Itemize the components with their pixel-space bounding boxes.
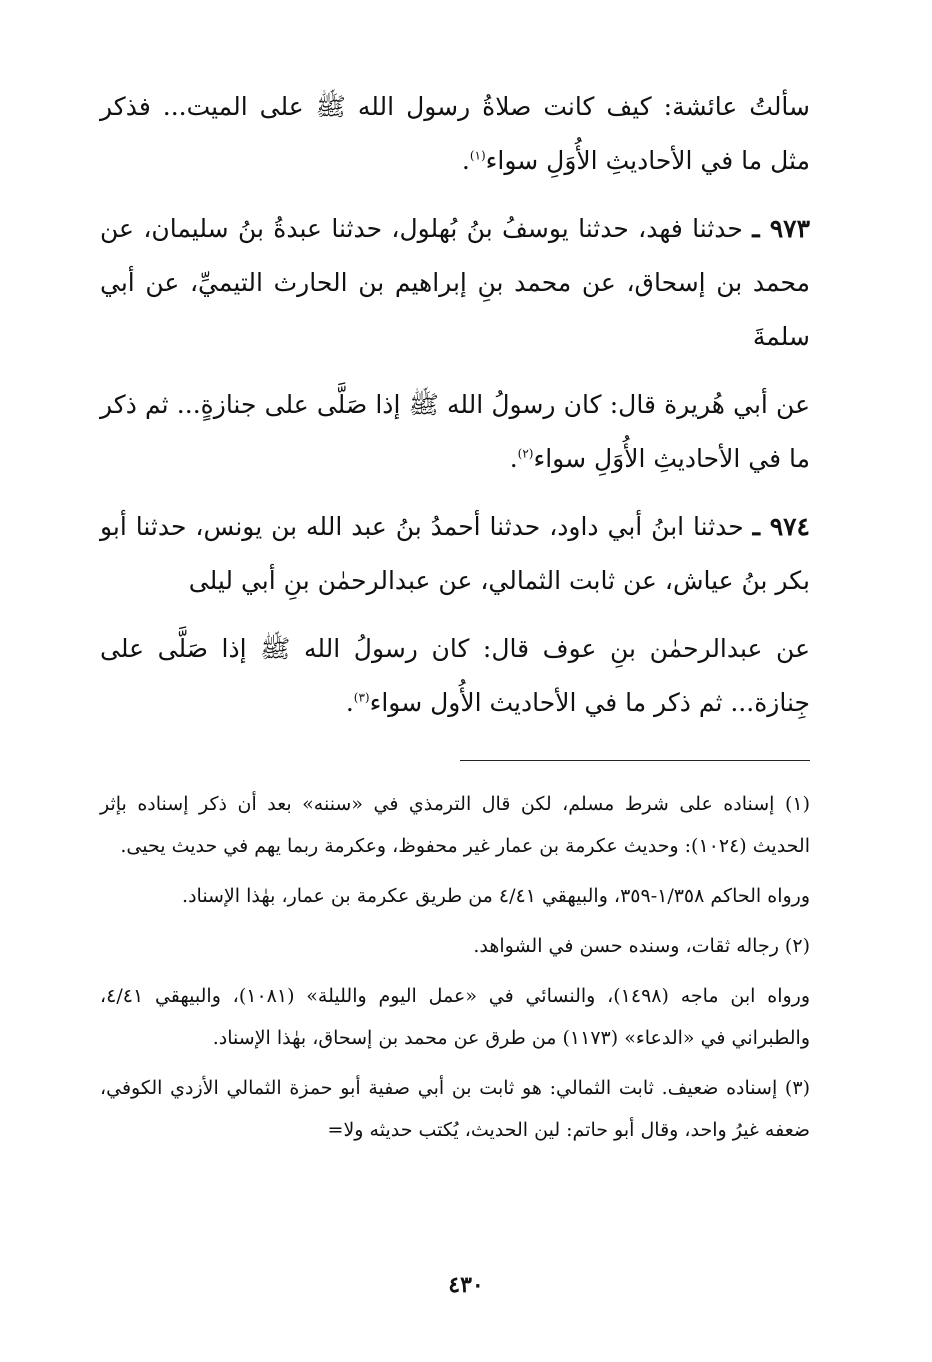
paragraph-text: حدثنا ابنُ أبي داود، حدثنا أحمدُ بنُ عبد الله بن يونس، حدثنا أبو بكر بنُ عياش، عن ثابت الثمالي، عن عبدالرحمٰن بنِ أبي ليلى <box>100 512 810 595</box>
paragraph-text: عن أبي هُريرة قال: كان رسولُ الله ﷺ إذا صَلَّى على جنازةٍ... ثم ذكر ما في الأحاديثِ الأُوَلِ سواء <box>100 390 810 473</box>
page-body <box>100 80 810 1159</box>
footnote-1: (١) إسناده على شرط مسلم، لكن قال الترمذي في «سننه» بعد أن ذكر إسناده بإثر الحديث (١٠٢٤): وحديث عكرمة بن عمار غير محفوظ، وعكرمة ربما يهم في حديث يحيى. <box>100 793 810 857</box>
footnote-marker: (١) <box>469 148 486 163</box>
main-paragraph-3: عن أبي هُريرة قال: كان رسولُ الله ﷺ إذا صَلَّى على جنازةٍ... ثم ذكر ما في الأحاديثِ الأُوَلِ سواء$^{(٢)}$. <box>100 390 810 473</box>
footnote-2-continued: ورواه ابن ماجه (١٤٩٨)، والنسائي في «عمل اليوم والليلة» (١٠٨١)، والبيهقي ٤/٤١، والطبراني في «الدعاء» (١١٧٣) من طرق عن محمد بن إسحاق، بهٰذا الإسناد. <box>100 985 810 1049</box>
main-paragraph-4 <box>100 500 810 608</box>
footnote-marker: (٢) <box>517 446 534 461</box>
paragraph-text: عن عبدالرحمٰن بنِ عوف قال: كان رسولُ الله ﷺ إذا صَلَّى على جِنازة... ثم ذكر ما في الأحاديث الأُول سواء <box>100 634 810 717</box>
paragraph-text: سألتُ عائشة: كيف كانت صلاةُ رسول الله ﷺ على الميت... فذكر مثل ما في الأحاديثِ الأُوَلِ سواء <box>100 92 810 175</box>
page-number: ٤٣٠ <box>448 1272 484 1298</box>
footnote-3: (٣) إسناده ضعيف. ثابت الثمالي: هو ثابت بن أبي صفية أبو حمزة الثمالي الأزدي الكوفي، ضعفه غيرُ واحد، وقال أبو حاتم: لين الحديث، يُكتب حديثه ولا= <box>100 1077 810 1141</box>
main-paragraph-2 <box>100 202 810 364</box>
hadith-number: ٩٧٤ ـ <box>752 512 810 541</box>
main-paragraph-1: سألتُ عائشة: كيف كانت صلاةُ رسول الله ﷺ على الميت... فذكر مثل ما في الأحاديثِ الأُوَلِ سواء$^{(١)}$. <box>100 92 810 175</box>
footnote-2: (٢) رجاله ثقات، وسنده حسن في الشواهد. <box>473 935 810 957</box>
footnote-separator <box>460 760 810 761</box>
footnote-1-continued: ورواه الحاكم ١/٣٥٨-٣٥٩، والبيهقي ٤/٤١ من طريق عكرمة بن عمار، بهٰذا الإسناد. <box>182 885 810 907</box>
footnote-marker: (٣) <box>353 690 370 705</box>
main-paragraph-5: عن عبدالرحمٰن بنِ عوف قال: كان رسولُ الله ﷺ إذا صَلَّى على جِنازة... ثم ذكر ما في الأحاديث الأُول سواء$^{(٣)}$. <box>100 634 810 717</box>
hadith-number: ٩٧٣ ـ <box>752 214 811 243</box>
paragraph-text: حدثنا فهد، حدثنا يوسفُ بنُ بُهلول، حدثنا عبدةُ بنُ سليمان، عن محمد بن إسحاق، عن محمد بنِ إبراهيم بن الحارث التيميِّ، عن أبي سلمةَ <box>100 214 810 351</box>
